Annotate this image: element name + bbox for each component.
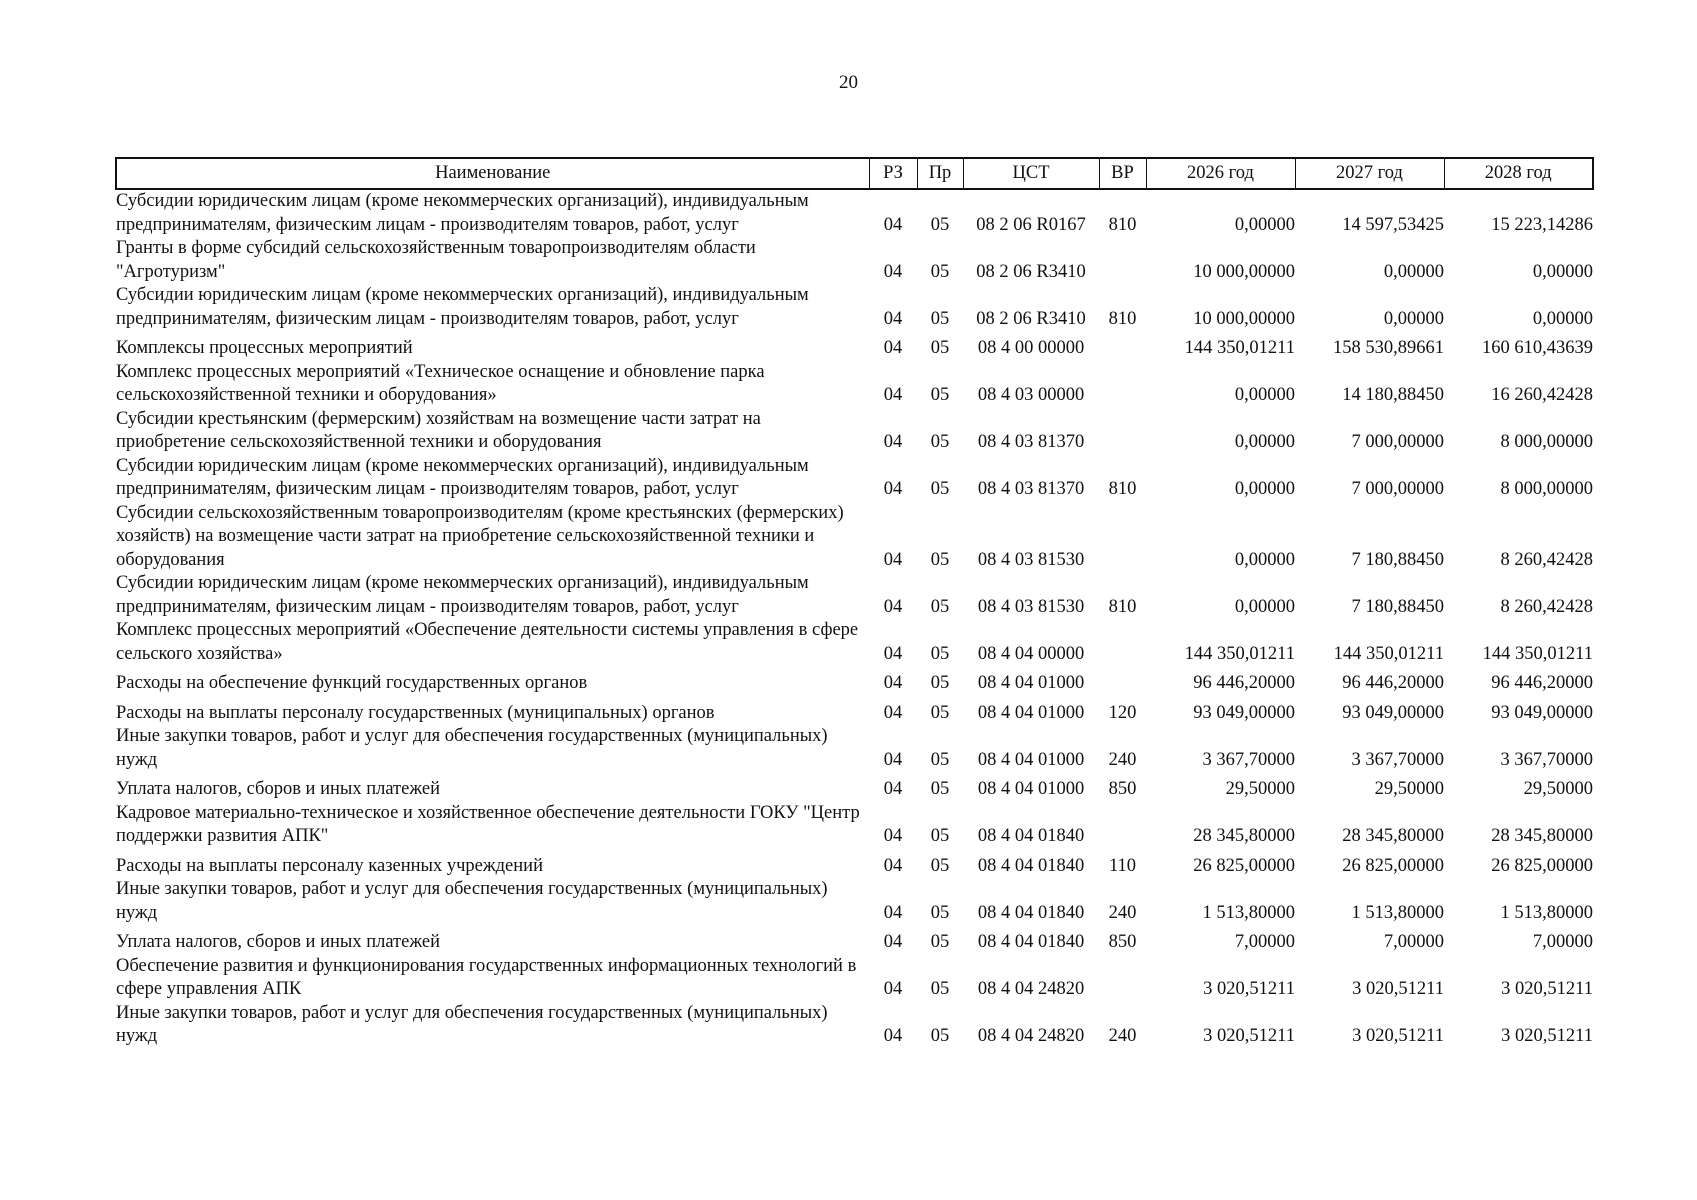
cell-cst: 08 4 04 01000 [977, 779, 1085, 799]
cell-2026: 0,00000 [1234, 596, 1295, 617]
cell-2028: 28 345,80000 [1491, 826, 1593, 846]
cell-2028: 8 000,00000 [1500, 432, 1593, 452]
cell-2028: 26 825,00000 [1491, 855, 1593, 876]
cell-2027: 7,00000 [1383, 932, 1444, 952]
cell-cst: 08 4 04 24820 [977, 1026, 1085, 1046]
table-body [116, 189, 1593, 1049]
cell-name: Субсидии юридическим лицам (кроме некоммерческих организаций), индивидуальным предпринимателям, физическим лицам - производителям товаров, работ, услуг [116, 285, 809, 329]
cell-2026: 7,00000 [1234, 932, 1295, 952]
cell-2026: 29,50000 [1225, 779, 1295, 799]
cell-cst: 08 4 04 24820 [977, 979, 1085, 999]
table-row [116, 696, 1593, 726]
cell-2028: 3 020,51211 [1501, 1026, 1593, 1046]
cell-pr: 05 [930, 596, 950, 617]
table-row [116, 502, 1593, 573]
cell-2027: 28 345,80000 [1342, 826, 1444, 846]
cell-2028: 8 260,42428 [1500, 596, 1593, 617]
cell-name: Расходы на выплаты персоналу государственных (муниципальных) органов [116, 702, 715, 723]
cell-vr: 810 [1108, 214, 1137, 235]
cell-pr: 05 [930, 855, 950, 876]
cell-2028: 1 513,80000 [1500, 902, 1593, 923]
cell-2027: 3 020,51211 [1352, 979, 1444, 999]
cell-rz: 04 [883, 855, 903, 876]
table-row [116, 408, 1593, 455]
cell-2026: 96 446,20000 [1193, 673, 1295, 693]
cell-2028: 3 367,70000 [1500, 749, 1593, 770]
header-2028: 2028 год [1444, 158, 1593, 189]
cell-cst: 08 4 00 00000 [977, 338, 1085, 358]
cell-pr: 05 [930, 902, 950, 923]
cell-name: Комплекс процессных мероприятий «Техническое оснащение и обновление парка сельскохозяйственной техники и оборудования» [116, 361, 765, 405]
cell-2027: 96 446,20000 [1342, 673, 1444, 693]
cell-2027: 7 000,00000 [1351, 479, 1444, 499]
cell-2027: 3 367,70000 [1351, 749, 1444, 770]
cell-pr: 05 [930, 308, 950, 329]
table-row [116, 725, 1593, 772]
cell-name: Иные закупки товаров, работ и услуг для обеспечения государственных (муниципальных) нужд [116, 1002, 828, 1046]
cell-2027: 14 597,53425 [1342, 214, 1444, 235]
cell-cst: 08 4 04 01000 [977, 749, 1085, 770]
table-row [116, 619, 1593, 666]
table-row [116, 925, 1593, 955]
cell-rz: 04 [883, 932, 903, 952]
cell-rz: 04 [883, 596, 903, 617]
cell-2027: 0,00000 [1383, 308, 1444, 329]
cell-cst: 08 2 06 R3410 [976, 261, 1086, 282]
cell-2027: 93 049,00000 [1342, 702, 1444, 723]
cell-2026: 26 825,00000 [1193, 855, 1295, 876]
cell-cst: 08 2 06 R3410 [976, 308, 1086, 329]
cell-vr: 810 [1108, 308, 1137, 329]
cell-pr: 05 [930, 643, 950, 664]
cell-name: Обеспечение развития и функционирования государственных информационных технологий в сфере управления АПК [116, 955, 857, 999]
cell-rz: 04 [883, 702, 903, 723]
cell-cst: 08 4 04 01840 [977, 826, 1085, 846]
cell-rz: 04 [883, 338, 903, 358]
header-vr: ВР [1099, 158, 1146, 189]
cell-vr [1099, 619, 1146, 666]
cell-cst: 08 4 03 81370 [977, 432, 1085, 452]
cell-2026: 0,00000 [1234, 214, 1295, 235]
cell-cst: 08 2 06 R0167 [976, 214, 1086, 235]
cell-2027: 1 513,80000 [1351, 902, 1444, 923]
cell-vr: 240 [1108, 902, 1137, 923]
cell-cst: 08 4 03 81530 [977, 596, 1085, 617]
cell-vr: 240 [1108, 1026, 1137, 1046]
cell-name: Расходы на обеспечение функций государственных органов [116, 673, 588, 693]
cell-2028: 0,00000 [1532, 261, 1593, 282]
table-row [116, 331, 1593, 361]
cell-2026: 28 345,80000 [1193, 826, 1295, 846]
cell-rz: 04 [883, 432, 903, 452]
cell-name: Субсидии юридическим лицам (кроме некоммерческих организаций), индивидуальным предпринимателям, физическим лицам - производителям товаров, работ, услуг [116, 191, 809, 235]
cell-rz: 04 [883, 779, 903, 799]
table-row [116, 955, 1593, 1002]
header-cst: ЦСТ [963, 158, 1099, 189]
cell-rz: 04 [883, 308, 903, 329]
cell-vr [1099, 666, 1146, 696]
cell-pr: 05 [930, 549, 950, 570]
cell-2026: 3 367,70000 [1202, 749, 1295, 770]
cell-rz: 04 [883, 549, 903, 570]
cell-2027: 0,00000 [1383, 261, 1444, 282]
cell-vr [1099, 802, 1146, 849]
cell-pr: 05 [930, 673, 950, 693]
cell-name: Расходы на выплаты персоналу казенных учреждений [116, 855, 543, 876]
table-row [116, 849, 1593, 879]
cell-pr: 05 [930, 338, 950, 358]
table-row [116, 802, 1593, 849]
cell-2026: 3 020,51211 [1203, 1026, 1295, 1046]
cell-name: Комплекс процессных мероприятий «Обеспечение деятельности системы управления в сфере сельского хозяйства» [116, 620, 859, 664]
cell-name: Кадровое материально-техническое и хозяйственное обеспечение деятельности ГОКУ "Центр поддержки развития АПК" [116, 802, 860, 846]
table-row [116, 361, 1593, 408]
cell-2026: 10 000,00000 [1193, 261, 1295, 282]
cell-pr: 05 [930, 261, 950, 282]
cell-2028: 144 350,01211 [1482, 643, 1593, 664]
cell-rz: 04 [883, 1026, 903, 1046]
cell-2028: 3 020,51211 [1501, 979, 1593, 999]
cell-rz: 04 [883, 749, 903, 770]
cell-2026: 10 000,00000 [1193, 308, 1295, 329]
cell-pr: 05 [930, 214, 950, 235]
cell-2026: 3 020,51211 [1203, 979, 1295, 999]
cell-2028: 15 223,14286 [1491, 214, 1593, 235]
table-row [116, 878, 1593, 925]
table-row [116, 189, 1593, 237]
header-rz: РЗ [869, 158, 917, 189]
cell-vr [1099, 502, 1146, 573]
cell-name: Субсидии юридическим лицам (кроме некоммерческих организаций), индивидуальным предпринимателям, физическим лицам - производителям товаров, работ, услуг [116, 573, 809, 617]
cell-vr: 240 [1108, 749, 1137, 770]
cell-2027: 14 180,88450 [1342, 385, 1444, 405]
cell-2026: 0,00000 [1234, 385, 1295, 405]
cell-cst: 08 4 03 81530 [977, 549, 1085, 570]
cell-2028: 29,50000 [1523, 779, 1593, 799]
cell-cst: 08 4 03 81370 [977, 479, 1085, 499]
page-number: 20 [839, 72, 858, 93]
cell-pr: 05 [930, 702, 950, 723]
header-2027: 2027 год [1295, 158, 1444, 189]
cell-vr: 110 [1108, 855, 1137, 876]
cell-2028: 96 446,20000 [1491, 673, 1593, 693]
cell-2028: 16 260,42428 [1491, 385, 1593, 405]
cell-vr [1099, 955, 1146, 1002]
cell-2028: 8 000,00000 [1500, 479, 1593, 499]
table-row [116, 237, 1593, 284]
header-pr: Пр [917, 158, 963, 189]
cell-pr: 05 [930, 749, 950, 770]
cell-2027: 158 530,89661 [1333, 338, 1444, 358]
table-row [116, 772, 1593, 802]
cell-name: Иные закупки товаров, работ и услуг для обеспечения государственных (муниципальных) нужд [116, 879, 828, 923]
cell-2026: 93 049,00000 [1193, 702, 1295, 723]
table-row [116, 666, 1593, 696]
cell-2027: 7 180,88450 [1351, 549, 1444, 570]
cell-pr: 05 [930, 979, 950, 999]
cell-2027: 3 020,51211 [1352, 1026, 1444, 1046]
cell-2026: 0,00000 [1234, 549, 1295, 570]
cell-pr: 05 [930, 779, 950, 799]
table-header [116, 158, 1593, 189]
cell-cst: 08 4 04 01840 [977, 902, 1085, 923]
cell-cst: 08 4 04 01000 [977, 673, 1085, 693]
cell-pr: 05 [930, 385, 950, 405]
cell-2027: 144 350,01211 [1333, 643, 1444, 664]
cell-2027: 7 180,88450 [1351, 596, 1444, 617]
cell-2028: 7,00000 [1532, 932, 1593, 952]
cell-rz: 04 [883, 385, 903, 405]
cell-vr [1099, 408, 1146, 455]
cell-rz: 04 [883, 902, 903, 923]
cell-rz: 04 [883, 214, 903, 235]
cell-2028: 0,00000 [1532, 308, 1593, 329]
cell-rz: 04 [883, 979, 903, 999]
cell-pr: 05 [930, 479, 950, 499]
cell-2027: 26 825,00000 [1342, 855, 1444, 876]
cell-vr: 810 [1108, 479, 1137, 499]
cell-2026: 0,00000 [1234, 432, 1295, 452]
cell-rz: 04 [883, 643, 903, 664]
cell-2027: 29,50000 [1374, 779, 1444, 799]
cell-vr: 850 [1108, 932, 1137, 952]
table-row [116, 1002, 1593, 1049]
cell-pr: 05 [930, 932, 950, 952]
budget-table [115, 157, 1594, 1049]
cell-vr [1099, 331, 1146, 361]
cell-pr: 05 [930, 826, 950, 846]
cell-cst: 08 4 03 00000 [977, 385, 1085, 405]
cell-2026: 1 513,80000 [1202, 902, 1295, 923]
header-2026: 2026 год [1146, 158, 1295, 189]
cell-2027: 7 000,00000 [1351, 432, 1444, 452]
cell-name: Уплата налогов, сборов и иных платежей [116, 932, 441, 952]
cell-rz: 04 [883, 479, 903, 499]
cell-pr: 05 [930, 432, 950, 452]
table-row [116, 284, 1593, 331]
cell-cst: 08 4 04 00000 [977, 643, 1085, 664]
cell-rz: 04 [883, 673, 903, 693]
cell-vr [1099, 361, 1146, 408]
cell-cst: 08 4 04 01840 [977, 932, 1085, 952]
cell-name: Гранты в форме субсидий сельскохозяйственным товаропроизводителям области "Агротуризм" [116, 238, 756, 282]
cell-2028: 160 610,43639 [1482, 338, 1593, 358]
cell-rz: 04 [883, 826, 903, 846]
table-row [116, 572, 1593, 619]
cell-name: Субсидии юридическим лицам (кроме некоммерческих организаций), индивидуальным предпринимателям, физическим лицам - производителям товаров, работ, услуг [116, 455, 809, 499]
table-row [116, 455, 1593, 502]
cell-pr: 05 [930, 1026, 950, 1046]
cell-vr [1099, 237, 1146, 284]
cell-2028: 93 049,00000 [1491, 702, 1593, 723]
cell-vr: 850 [1108, 779, 1137, 799]
cell-2026: 144 350,01211 [1184, 338, 1295, 358]
cell-2026: 0,00000 [1234, 479, 1295, 499]
cell-rz: 04 [883, 261, 903, 282]
cell-cst: 08 4 04 01840 [977, 855, 1085, 876]
cell-name: Иные закупки товаров, работ и услуг для обеспечения государственных (муниципальных) нужд [116, 726, 828, 770]
cell-2026: 144 350,01211 [1184, 643, 1295, 664]
cell-vr: 810 [1108, 596, 1137, 617]
cell-name: Субсидии крестьянским (фермерским) хозяйствам на возмещение части затрат на приобретение сельскохозяйственной техники и оборудования [116, 408, 761, 452]
cell-name: Комплексы процессных мероприятий [116, 338, 413, 358]
cell-name: Уплата налогов, сборов и иных платежей [116, 779, 441, 799]
cell-vr: 120 [1108, 702, 1137, 723]
header-name: Наименование [116, 158, 869, 189]
cell-2028: 8 260,42428 [1500, 549, 1593, 570]
cell-cst: 08 4 04 01000 [977, 702, 1085, 723]
cell-name: Субсидии сельскохозяйственным товаропроизводителям (кроме крестьянских (фермерских) хозяйств) на возмещение части затрат на приобретение сельскохозяйственной техники и оборудования [116, 502, 844, 570]
